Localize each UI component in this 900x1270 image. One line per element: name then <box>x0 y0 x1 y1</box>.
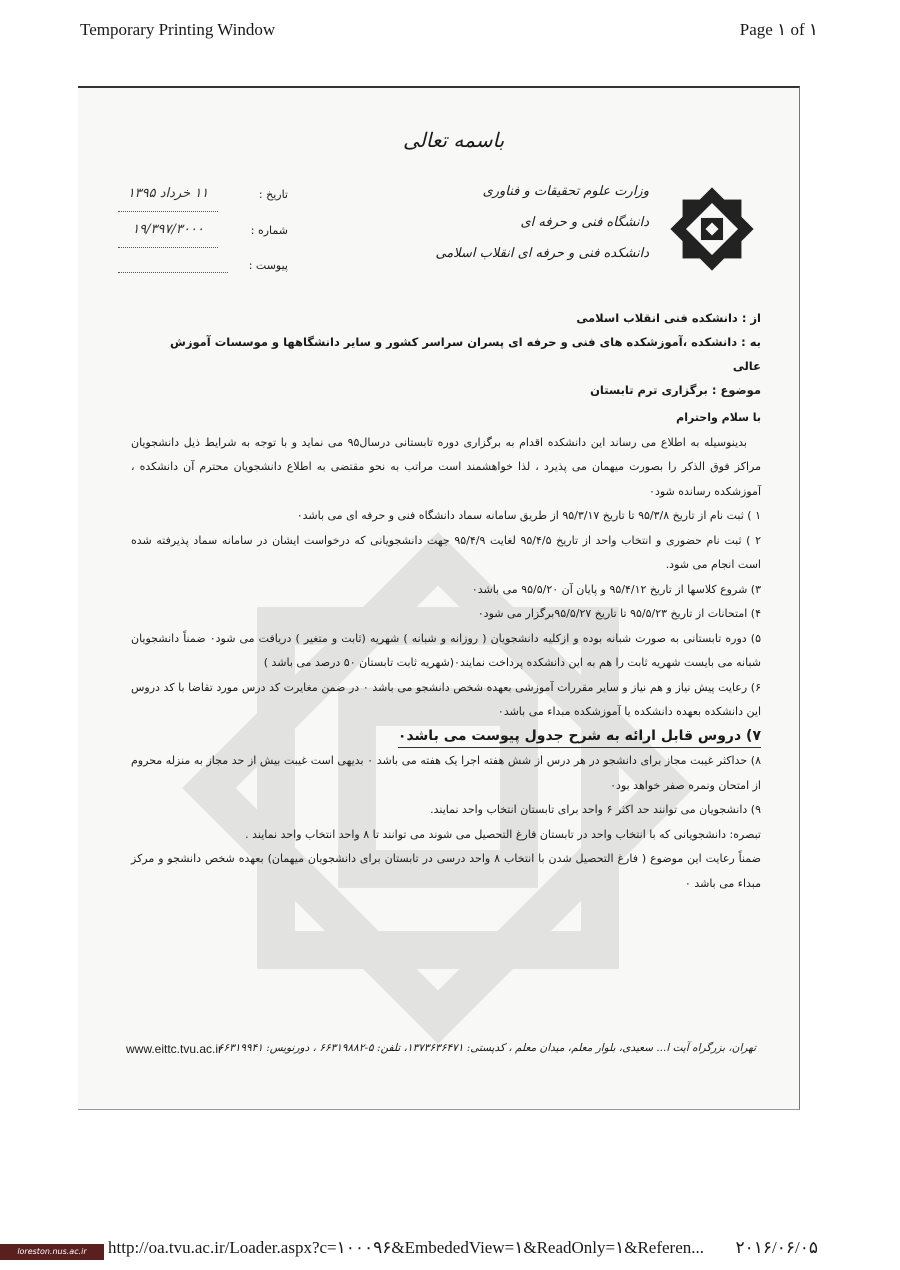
meta-date-row <box>118 176 288 212</box>
org-line-1: وزارت علوم تحقیقات و فناوری <box>482 184 649 199</box>
from-line: از : دانشکده فنی انقلاب اسلامی <box>576 311 761 325</box>
organization-name <box>435 176 649 269</box>
closing-paragraph: ضمناً رعایت این موضوع ( فارغ التحصیل شدن با انتخاب ۸ واحد درسی در تابستان برای دانشجویان میهمان) بعهده شخص دانشجو و مرکز مبداء می باشد ٠ <box>131 852 761 890</box>
to-line: به : دانشکده ،آموزشکده های فنی و حرفه ای پسران سراسر کشور و سایر دانشگاهها و موسسات آموزش عالی <box>169 335 761 373</box>
letter-page <box>78 86 800 1110</box>
letter-footer <box>126 1038 756 1068</box>
window-title: Temporary Printing Window <box>80 20 276 39</box>
item-1: ۱ ) ثبت نام از تاریخ ۹۵/۳/۸ تا تاریخ ۹۵/۳/۱۷ از طریق سامانه سماد دانشگاه فنی و حرفه ای می باشد٠ <box>296 509 761 522</box>
site-stamp: loreston.nus.ac.ir <box>0 1244 104 1260</box>
subject-line: موضوع : برگزاری ترم تابستان <box>590 383 761 397</box>
greeting: با سلام واحترام <box>676 411 761 424</box>
item-4: ۴) امتحانات از تاریخ ۹۵/۵/۲۳ تا تاریخ ۹۵/۵/۲۷برگزار می شود٠ <box>477 607 761 620</box>
item-5: ۵) دوره تابستانی به صورت شبانه بوده و ازکلیه دانشجویان ( روزانه و شبانه ) شهریه (ثابت و متغیر ) دریافت می شود٠ ضمناً دانشجویان شبانه می بایست شهریه ثابت را هم به این دانشکده پرداخت نمایند٠(شهریه ثابت تابستان ۵۰ درصد می باشد ) <box>131 631 761 669</box>
number-label: شماره : <box>250 223 288 237</box>
intro-paragraph: بدینوسیله به اطلاع می رساند این دانشکده اقدام به برگزاری دوره تابستانی درسال۹۵ می نماید و با توجه به شرایط ذیل دانشجویان مراکز فوق الذکر را بصورت میهمان می پذیرد ، لذا خواهشمند است مراتب به نحو مقتضی به اطلاع دانشجویان محترم آن دانشکده ، آموزشکده رسانده شود٠ <box>131 435 761 498</box>
item-2: ۲ ) ثبت نام حضوری و انتخاب واحد از تاریخ ۹۵/۴/۵ لغایت ۹۵/۴/۹ جهت دانشجویانی که درخواست ایشان در سامانه سماد پذیرفته شده است انجام می شود. <box>131 533 761 571</box>
university-logo-icon <box>666 183 758 275</box>
number-value: ۱۹/۳۹۷/۳۰۰۰ <box>118 212 218 248</box>
item-6: ۶) رعایت پیش نیاز و هم نیاز و سایر مقررات آموزشی بعهده شخص دانشجو می باشد ٠ در ضمن مغایرت کد درس مورد تقاضا با کد دروس این دانشکده بعهده دانشکده یا آموزشکده مبداء می باشد٠ <box>131 680 761 718</box>
basmala: باسمه تعالی <box>403 128 505 152</box>
footer-website: www.eittc.tvu.ac.ir <box>126 1042 223 1056</box>
attachment-value <box>118 258 228 273</box>
date-value: ۱۱ خرداد ۱۳۹۵ <box>118 176 218 212</box>
letter-header <box>161 306 761 402</box>
item-7: ۷) دروس قابل ارائه به شرح جدول پیوست می باشد٠ <box>398 725 761 748</box>
page-counter: Page ۱ of ۱ <box>739 20 818 39</box>
date-label: تاریخ : <box>258 187 288 201</box>
letter-meta <box>118 176 288 283</box>
item-3: ۳) شروع کلاسها از تاریخ ۹۵/۴/۱۲ و پایان آن ۹۵/۵/۲۰ می باشد٠ <box>471 582 761 596</box>
attachment-label: پیوست : <box>248 259 288 272</box>
footer-address: تهران، بزرگراه آیت ا... سعیدی، بلوار معلم، میدان معلم ، کدپستی: ۱۳۷۳۶۳۶۴۷۱، تلفن: ۵-۶۶۳۱۹۸۸۲ ، دورنویس: ۶۶۳۱۹۹۴۱ <box>217 1042 756 1054</box>
page-url: http://oa.tvu.ac.ir/Loader.aspx?c=۱۰۰۰۹۶&EmbededView=۱&ReadOnly=۱&Referen... <box>108 1238 704 1257</box>
meta-attachment-row <box>118 248 288 283</box>
org-line-2: دانشگاه فنی و حرفه ای <box>520 215 649 230</box>
item-8: ۸) حداکثر غیبت مجاز برای دانشجو در هر درس از شش هفته اجرا یک هفته می باشد ٠ بدیهی است غیبت بیش از حد مجاز به منزله محروم از امتحان ونمره صفر خواهد بود٠ <box>131 754 762 792</box>
org-line-3: دانشکده فنی و حرفه ای انقلاب اسلامی <box>435 246 649 261</box>
letter-body <box>131 406 761 896</box>
note: تبصره: دانشجویانی که با انتخاب واحد در تابستان فارغ التحصیل می شوند می توانند تا ۸ واحد انتخاب واحد نمایند . <box>245 827 761 841</box>
meta-number-row <box>118 212 288 248</box>
item-9: ۹) دانشجویان می توانند حد اکثر ۶ واحد برای تابستان انتخاب واحد نمایند. <box>430 803 761 816</box>
print-date: ۲۰۱۶/۰۶/۰۵ <box>735 1238 818 1257</box>
